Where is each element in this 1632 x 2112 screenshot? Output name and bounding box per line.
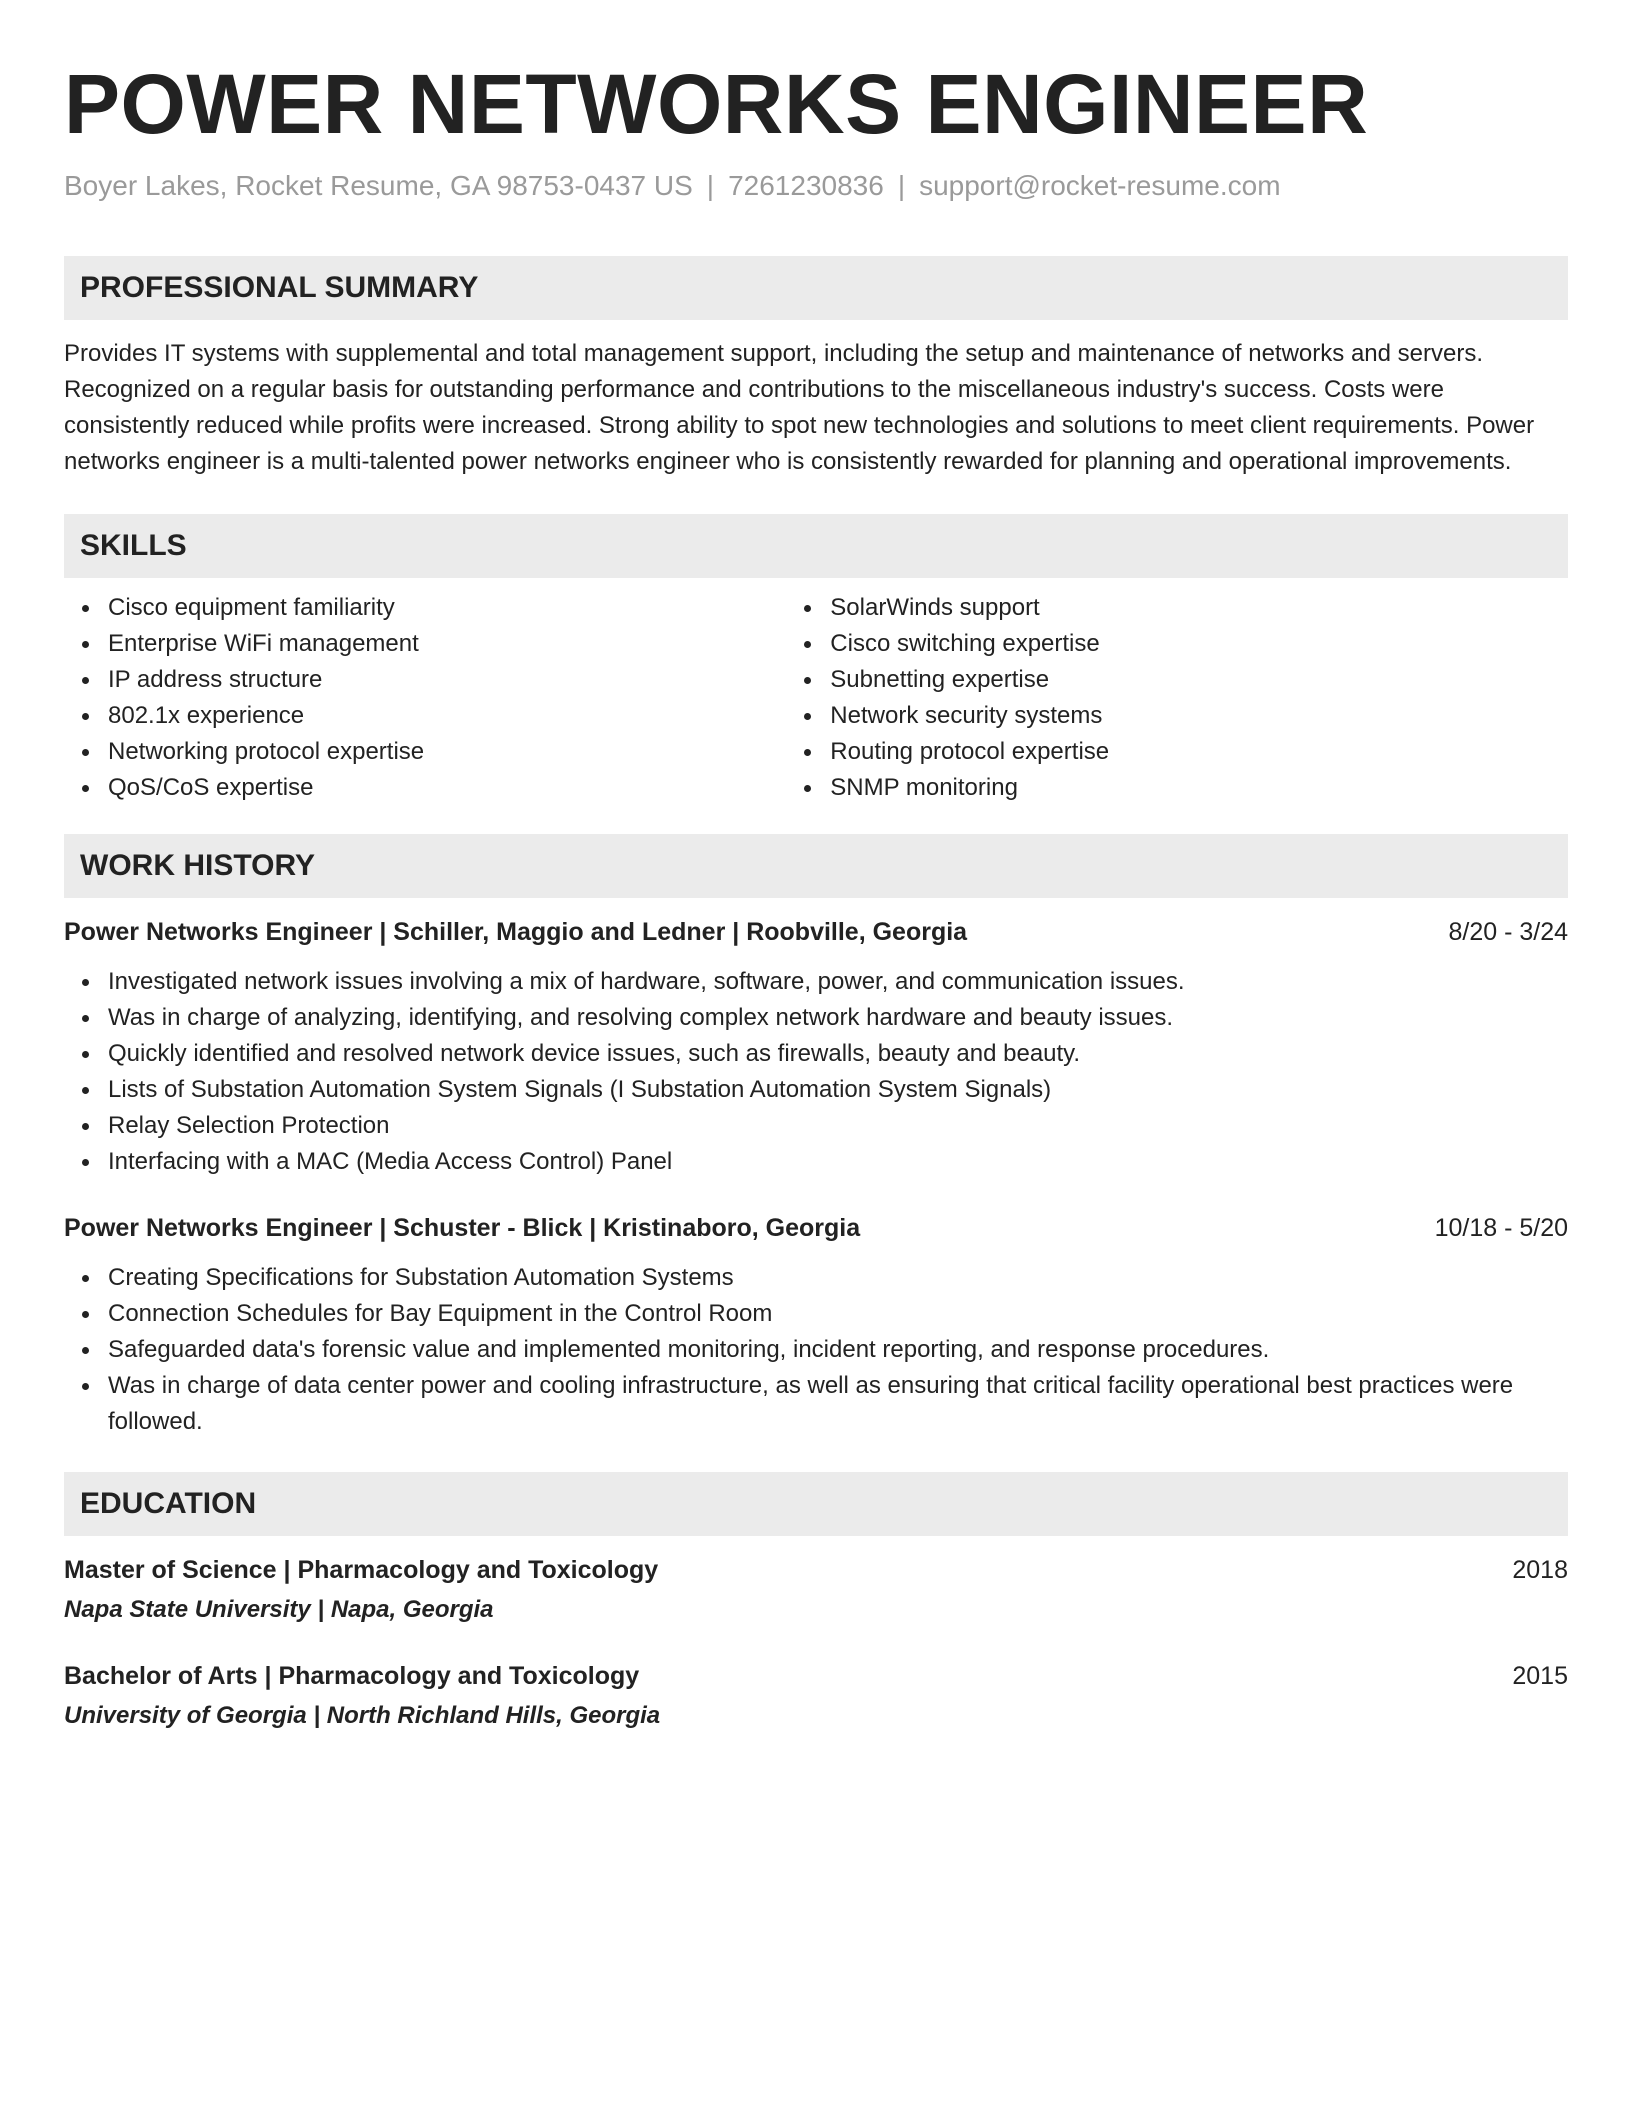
skill-item: Network security systems [830, 698, 1568, 734]
work-history-heading: WORK HISTORY [64, 834, 1568, 898]
skill-item: QoS/CoS expertise [108, 770, 826, 806]
job-entry [64, 1210, 1568, 1440]
skill-item: Routing protocol expertise [830, 734, 1568, 770]
summary-heading: PROFESSIONAL SUMMARY [64, 256, 1568, 320]
job-header [64, 1210, 1568, 1246]
education-entry [64, 1658, 1568, 1734]
resume-page [64, 54, 1568, 1734]
contact-separator: | [706, 170, 715, 201]
skill-item: Enterprise WiFi management [108, 626, 826, 662]
skills-heading: SKILLS [64, 514, 1568, 578]
skill-item: SNMP monitoring [830, 770, 1568, 806]
job-dates: 8/20 - 3/24 [1448, 918, 1568, 946]
education-degree: Bachelor of Arts | Pharmacology and Toxicology [64, 1662, 640, 1690]
job-title: Power Networks Engineer | Schiller, Maggio and Ledner | Roobville, Georgia [64, 918, 968, 946]
job-header [64, 914, 1568, 950]
skill-item: Networking protocol expertise [108, 734, 826, 770]
education-heading: EDUCATION [64, 1472, 1568, 1536]
job-bullet: Quickly identified and resolved network device issues, such as firewalls, beauty and beauty. [108, 1036, 1568, 1072]
job-title: Power Networks Engineer | Schuster - Blick | Kristinaboro, Georgia [64, 1214, 861, 1242]
skill-item: Cisco equipment familiarity [108, 590, 826, 626]
contact-email: support@rocket-resume.com [919, 170, 1281, 201]
job-bullet: Was in charge of analyzing, identifying, and resolving complex network hardware and beauty issues. [108, 1000, 1568, 1036]
summary-text: Provides IT systems with supplemental and total management support, including the setup and maintenance of networks and servers. Recognized on a regular basis for outstanding performance and contributions to the miscellaneous industry's success. Costs were consistently reduced while profits were increased. Strong ability to spot new technologies and solutions to meet client requirements. Power networks engineer is a multi-talented power networks engineer who is consistently rewarded for planning and operational improvements. [64, 340, 1535, 475]
education-year: 2018 [1512, 1556, 1568, 1584]
job-bullet: Connection Schedules for Bay Equipment in the Control Room [108, 1296, 1568, 1332]
skills-column-left [64, 590, 826, 806]
education-year: 2015 [1512, 1662, 1568, 1690]
job-bullet: Investigated network issues involving a mix of hardware, software, power, and communication issues. [108, 964, 1568, 1000]
skill-item: 802.1x experience [108, 698, 826, 734]
job-dates: 10/18 - 5/20 [1434, 1214, 1568, 1242]
education-header [64, 1552, 1568, 1588]
job-bullet: Was in charge of data center power and cooling infrastructure, as well as ensuring that critical facility operational best practices were followed. [108, 1368, 1568, 1440]
job-bullet: Safeguarded data's forensic value and implemented monitoring, incident reporting, and response procedures. [108, 1332, 1568, 1368]
contact-address: Boyer Lakes, Rocket Resume, GA 98753-0437 US [64, 170, 693, 201]
contact-separator: | [897, 170, 906, 201]
skill-item: IP address structure [108, 662, 826, 698]
contact-phone: 7261230836 [728, 170, 884, 201]
skill-item: Subnetting expertise [830, 662, 1568, 698]
contact-line [64, 166, 1568, 206]
skill-item: SolarWinds support [830, 590, 1568, 626]
job-bullet: Interfacing with a MAC (Media Access Control) Panel [108, 1144, 1568, 1180]
education-school: University of Georgia | North Richland Hills, Georgia [64, 1702, 661, 1729]
job-bullets [64, 964, 1568, 1180]
education-entry [64, 1552, 1568, 1628]
job-bullet: Lists of Substation Automation System Signals (I Substation Automation System Signals) [108, 1072, 1568, 1108]
skills-list [64, 590, 1568, 806]
skill-item: Cisco switching expertise [830, 626, 1568, 662]
education-school: Napa State University | Napa, Georgia [64, 1596, 494, 1623]
job-bullets [64, 1260, 1568, 1440]
job-entry [64, 914, 1568, 1180]
resume-name: POWER NETWORKS ENGINEER [64, 57, 1369, 151]
skills-column-right [826, 590, 1568, 806]
education-header [64, 1658, 1568, 1694]
education-degree: Master of Science | Pharmacology and Toxicology [64, 1556, 659, 1584]
job-bullet: Creating Specifications for Substation Automation Systems [108, 1260, 1568, 1296]
job-bullet: Relay Selection Protection [108, 1108, 1568, 1144]
